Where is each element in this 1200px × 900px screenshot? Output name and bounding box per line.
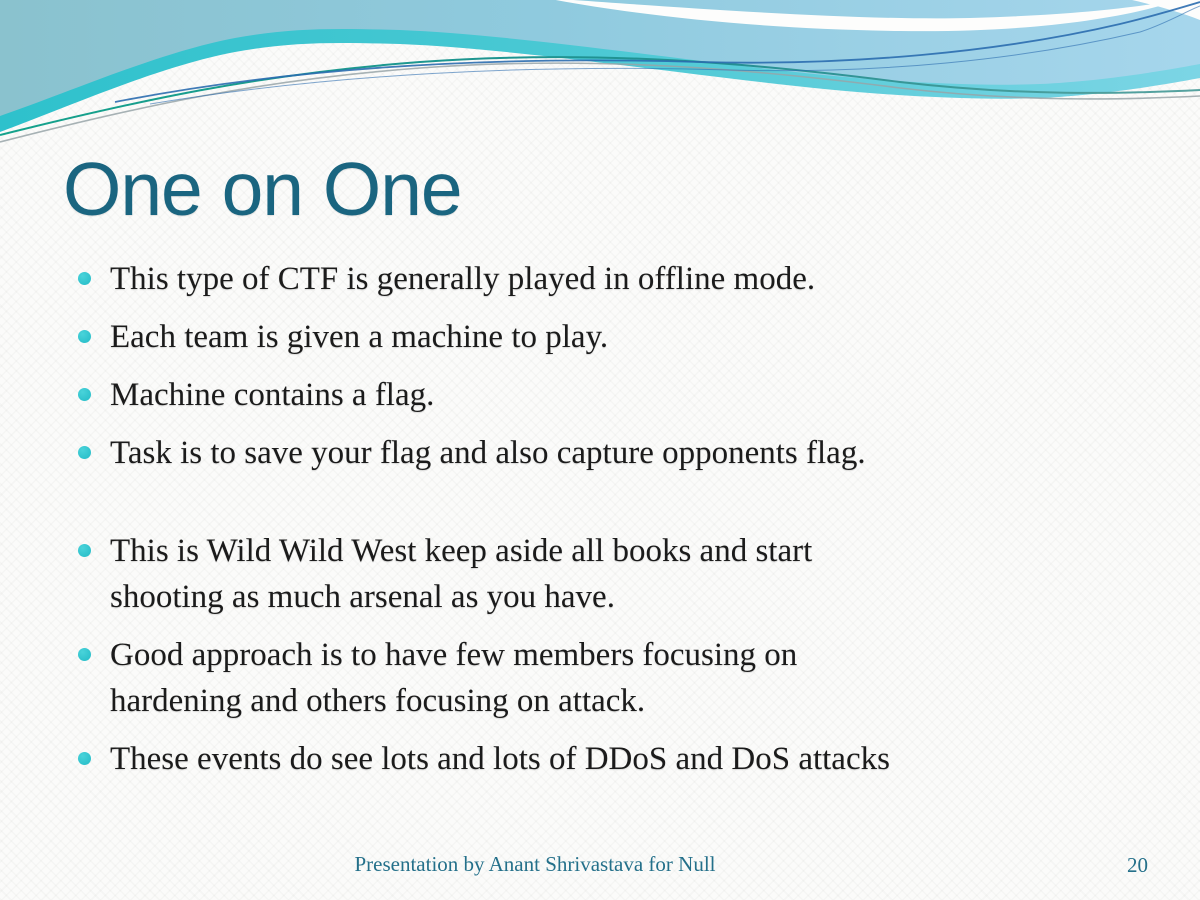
bullet-text <box>110 372 434 418</box>
bullet-line: Machine contains a flag. <box>110 377 435 413</box>
bullet-item <box>78 736 1160 782</box>
bullet-marker-icon <box>78 446 91 459</box>
footer-text: Presentation by Anant Shrivastava for Null <box>354 852 716 876</box>
bullet-marker-icon <box>78 648 91 661</box>
bullet-line: This type of CTF is generally played in offline mode. <box>110 261 816 297</box>
bullet-marker-icon <box>78 544 91 557</box>
bullet-text <box>110 632 797 724</box>
bullet-marker-icon <box>78 752 91 765</box>
bullet-item <box>78 632 1160 724</box>
bullet-line: Each team is given a machine to play. <box>110 319 609 355</box>
bullet-text <box>110 528 812 620</box>
bullet-marker-icon <box>78 330 91 343</box>
bullet-item <box>78 528 1160 620</box>
bullet-line: hardening and others focusing on attack. <box>110 683 646 719</box>
bullet-text <box>110 430 866 476</box>
bullet-item <box>78 430 1160 476</box>
page-number: 20 <box>1127 853 1148 877</box>
bullet-list <box>0 256 1160 794</box>
bullet-line: Good approach is to have few members focusing on <box>110 637 798 673</box>
bullet-line: Task is to save your flag and also capture opponents flag. <box>110 435 866 471</box>
bullet-line: shooting as much arsenal as you have. <box>110 579 615 615</box>
bullet-line: This is Wild Wild West keep aside all books and start <box>110 533 813 569</box>
bullet-text <box>110 314 608 360</box>
bullet-line: These events do see lots and lots of DDoS and DoS attacks <box>110 741 890 777</box>
bullet-item <box>78 256 1160 302</box>
bullet-text <box>110 256 815 302</box>
bullet-item <box>78 314 1160 360</box>
slide-title: One on One <box>63 147 462 231</box>
header-wave-decoration <box>0 0 1200 165</box>
bullet-marker-icon <box>78 388 91 401</box>
bullet-text <box>110 736 890 782</box>
bullet-marker-icon <box>78 272 91 285</box>
bullet-item <box>78 372 1160 418</box>
